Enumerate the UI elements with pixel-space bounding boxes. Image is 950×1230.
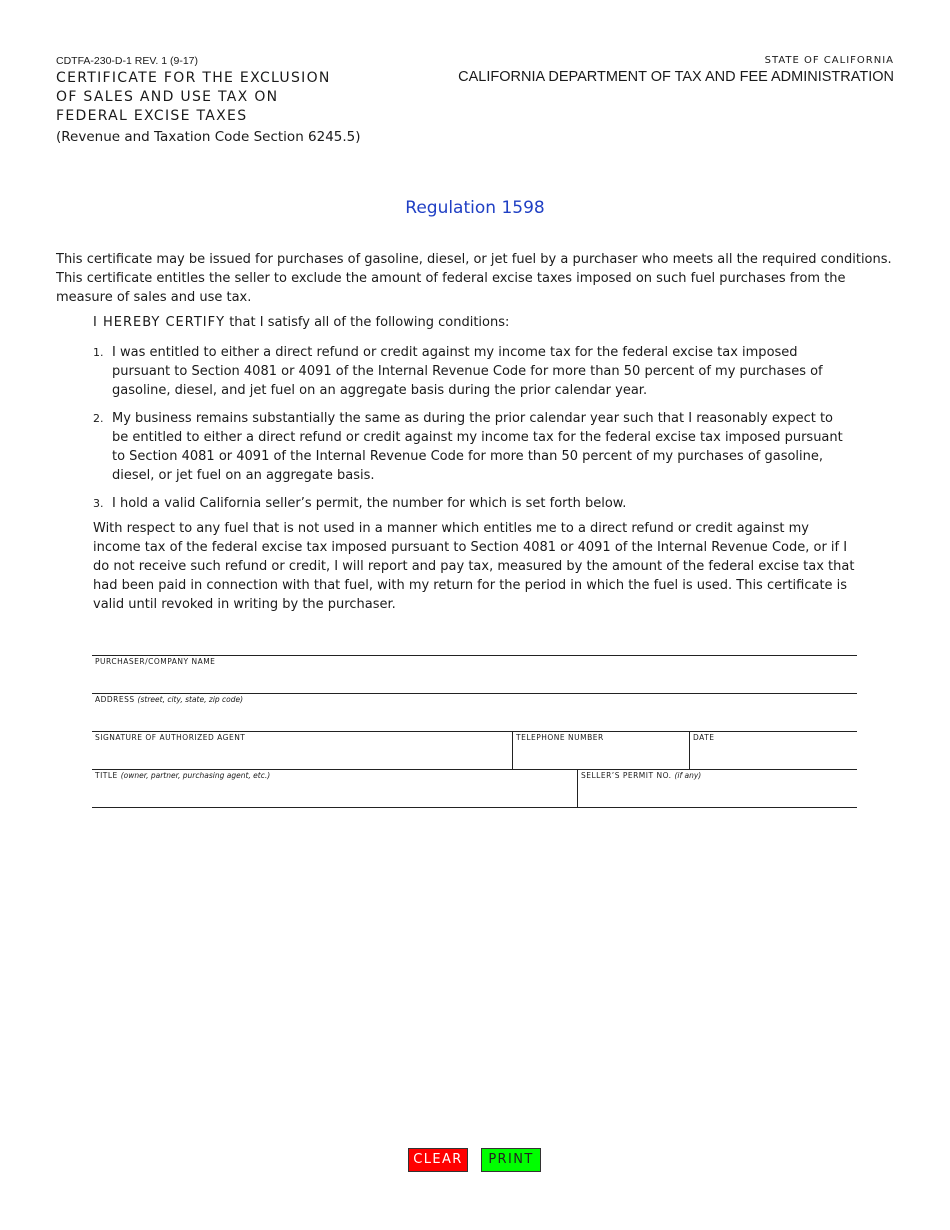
sellers-permit-field[interactable] xyxy=(577,770,857,807)
form-title-line: OF SALES AND USE TAX ON xyxy=(56,89,279,105)
title-field[interactable] xyxy=(92,770,577,807)
signature-field[interactable] xyxy=(92,732,512,769)
condition-number: 3. xyxy=(93,497,104,510)
field-row xyxy=(92,655,857,693)
field-row xyxy=(92,731,857,769)
field-label: TITLE (owner, partner, purchasing agent, etc.) xyxy=(95,771,271,780)
field-label: DATE xyxy=(693,733,715,742)
form-title-line: FEDERAL EXCISE TAXES xyxy=(56,108,248,124)
form-fields xyxy=(92,655,857,808)
certify-text: that I satisfy all of the following conditions: xyxy=(225,315,510,330)
field-row xyxy=(92,693,857,731)
condition-number: 1. xyxy=(93,346,104,359)
condition-text: I was entitled to either a direct refund or credit against my income tax for the federal excise tax imposed pursuant to Section 4081 or 4091 of the Internal Revenue Code for more than 50 percent of my purchases of gasoline, diesel, and jet fuel on an aggregate basis during the prior calendar year. xyxy=(112,345,823,398)
agency-name: CALIFORNIA DEPARTMENT OF TAX AND FEE ADMINISTRATION xyxy=(458,69,894,85)
field-hint: (if any) xyxy=(674,771,702,780)
telephone-field[interactable] xyxy=(512,732,689,769)
condition-text: I hold a valid California seller’s permit, the number for which is set forth below. xyxy=(112,496,627,511)
field-label: TELEPHONE NUMBER xyxy=(516,733,604,742)
field-label: SIGNATURE OF AUTHORIZED AGENT xyxy=(95,733,246,742)
condition-item xyxy=(93,343,853,400)
field-hint: (street, city, state, zip code) xyxy=(137,695,244,704)
certify-emphasis: I HEREBY CERTIFY xyxy=(93,315,226,330)
clear-button[interactable]: CLEAR xyxy=(408,1148,468,1172)
regulation-heading: Regulation 1598 xyxy=(405,198,545,218)
print-button[interactable]: PRINT xyxy=(481,1148,541,1172)
field-hint: (owner, partner, purchasing agent, etc.) xyxy=(120,771,271,780)
form-title-line: CERTIFICATE FOR THE EXCLUSION xyxy=(56,70,331,86)
field-label: SELLER’S PERMIT NO. (if any) xyxy=(581,771,702,780)
condition-item xyxy=(93,409,853,485)
form-title-block xyxy=(56,69,396,147)
conditions-list xyxy=(93,343,853,522)
closing-paragraph: With respect to any fuel that is not used in a manner which entitles me to a direct refund or credit against my income tax of the federal excise tax imposed pursuant to Section 4081 or 4091 of the Internal Revenue Code, or if I do not receive such refund or credit, I will report and pay tax, measured by the amount of the federal excise tax that had been paid in connection with that fuel, with my return for the period in which the fuel is used. This certificate is valid until revoked in writing by the purchaser. xyxy=(93,521,855,612)
address-field[interactable] xyxy=(92,694,857,731)
condition-text: My business remains substantially the same as during the prior calendar year such that I reasonably expect to be entitled to either a direct refund or credit against my income tax for the federal excise tax imposed pursuant to Section 4081 or 4091 of the Internal Revenue Code for more than 50 percent of my purchases of gasoline, diesel, or jet fuel on an aggregate basis. xyxy=(112,411,843,483)
purchaser-name-field[interactable] xyxy=(92,656,857,693)
condition-item xyxy=(93,494,853,513)
condition-number: 2. xyxy=(93,412,104,425)
certify-statement xyxy=(93,315,509,330)
form-number: CDTFA-230-D-1 REV. 1 (9-17) xyxy=(56,55,198,67)
state-label: STATE OF CALIFORNIA xyxy=(764,55,894,66)
field-row xyxy=(92,769,857,808)
date-field[interactable] xyxy=(689,732,857,769)
intro-paragraph: This certificate may be issued for purchases of gasoline, diesel, or jet fuel by a purchaser who meets all the required conditions. This certificate entitles the seller to exclude the amount of federal excise taxes imposed on such fuel purchases from the measure of sales and use tax. xyxy=(56,252,892,305)
field-label: ADDRESS (street, city, state, zip code) xyxy=(95,695,244,704)
field-label: PURCHASER/COMPANY NAME xyxy=(95,657,216,666)
code-reference: (Revenue and Taxation Code Section 6245.5) xyxy=(56,129,361,145)
